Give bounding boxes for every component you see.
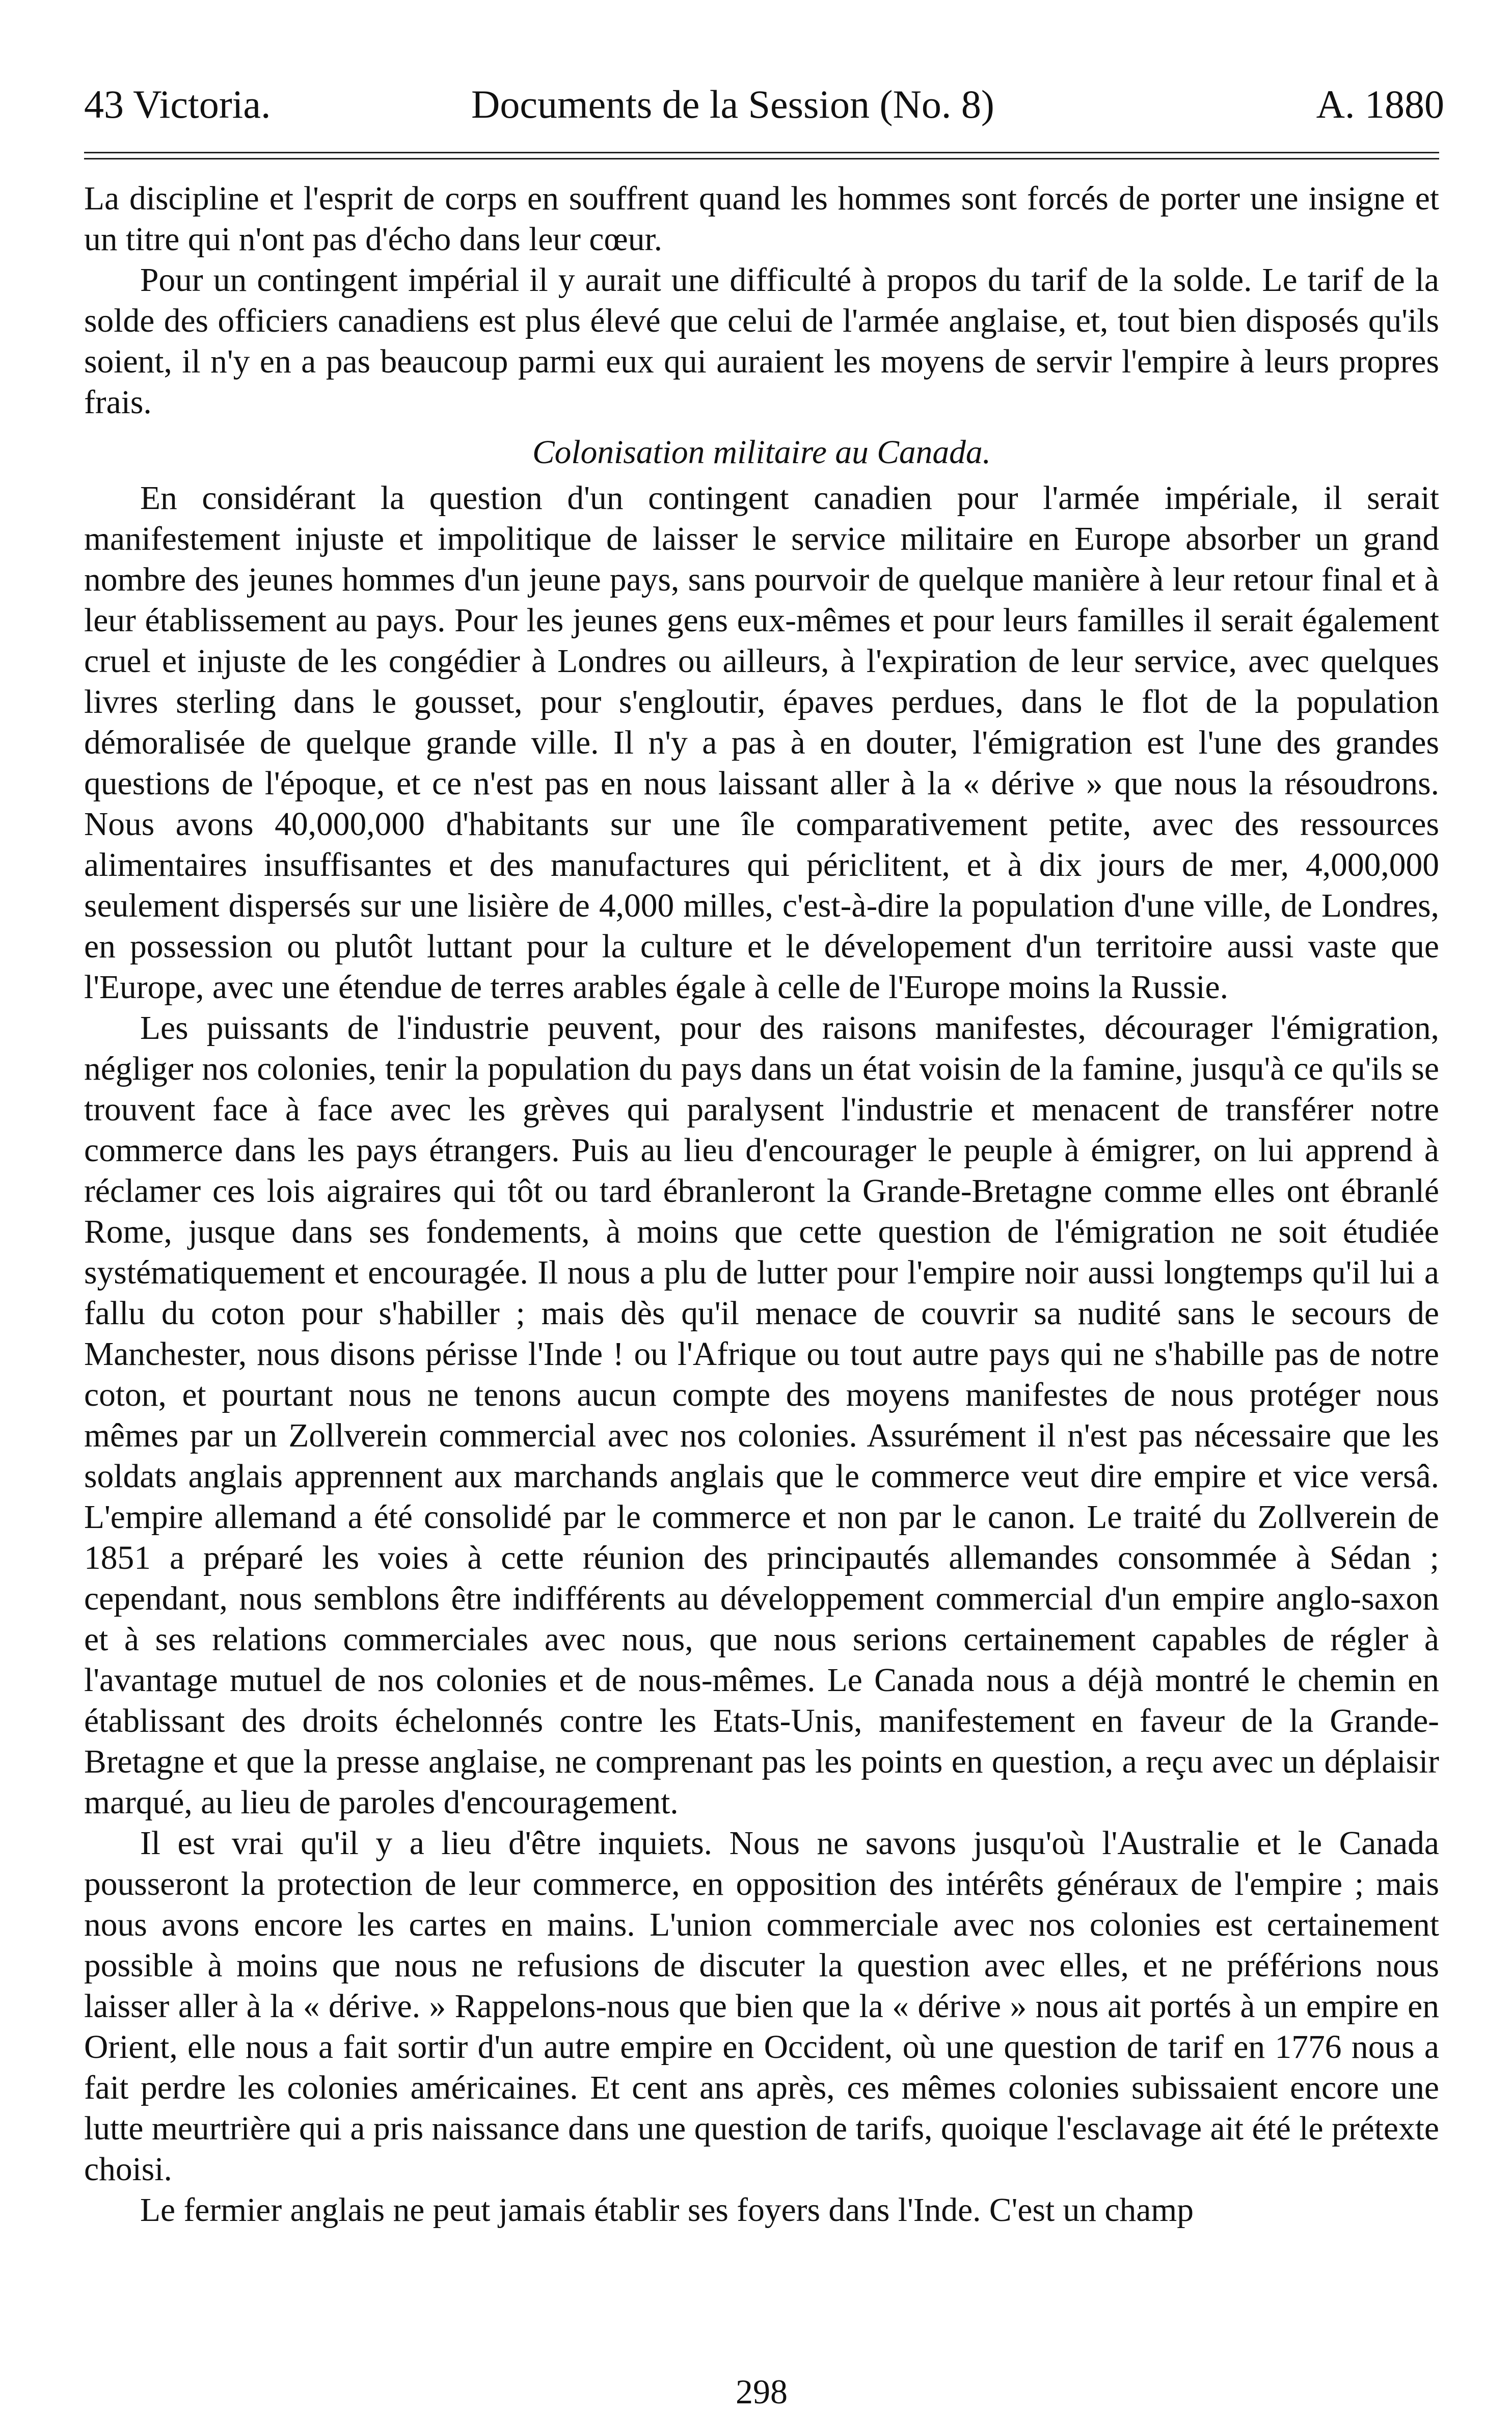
header-right: A. 1880 <box>1316 82 1444 126</box>
paragraph: La discipline et l'esprit de corps en souffrent quand les hommes sont forcés de porter une insigne et un titre qui n'ont pas d'écho dans leur cœur. <box>84 180 1439 258</box>
paragraph: En considérant la question d'un contingent canadien pour l'armée impériale, il serait manifestement injuste et impolitique de laisser le service militaire en Europe absorber un grand nombre des jeunes hommes d'un jeune pays, sans pourvoir de quelque manière à leur retour final et à leur établissement au pays. Pour les jeunes gens eux-mêmes et pour leurs familles il serait également cruel et injuste de les congédier à Londres ou ailleurs, à l'expiration de leur service, avec quelques livres sterling dans le gousset, pour s'engloutir, épaves perdues, dans le flot de la population démoralisée de quelque grande ville. Il n'y a pas à en douter, l'émigration est l'une des grandes questions de l'époque, et ce n'est pas en nous laissant aller à la « dérive » que nous la résoudrons. Nous avons 40,000,000 d'habitants sur une île comparativement petite, avec des ressources alimentaires insuffisantes et des manufactures qui périclitent, et à dix jours de mer, 4,000,000 seulement dispersés sur une lisière de 4,000 milles, c'est-à-dire la population d'une ville, de Londres, en possession ou plutôt luttant pour la culture et le dévelopement d'un territoire aussi vaste que l'Europe, avec une étendue de terres arables égale à celle de l'Europe moins la Russie. <box>84 480 1439 1006</box>
header-rule-bottom <box>84 158 1439 159</box>
paragraph: Il est vrai qu'il y a lieu d'être inquiets. Nous ne savons jusqu'où l'Australie et le Canada pousseront la protection de leur commerce, en opposition des intérêts généraux de l'empire ; mais nous avons encore les cartes en mains. L'union commerciale avec nos colonies est certainement possible à moins que nous ne refusions de discuter la question avec elles, et ne préférions nous laisser aller à la « dérive. » Rappelons-nous que bien que la « dérive » nous ait portés à un empire en Orient, elle nous a fait sortir d'un autre empire en Occident, où une question de tarif en 1776 nous a fait perdre les colonies américaines. Et cent ans après, ces mêmes colonies subissaient encore une lutte meurtrière qui a pris naissance dans une question de tarifs, quoique l'esclavage ait été le prétexte choisi. <box>84 1825 1439 2188</box>
page-number: 298 <box>736 2372 788 2411</box>
paragraph: Pour un contingent impérial il y aurait une difficulté à propos du tarif de la solde. Le tarif de la solde des officiers canadiens est plus élevé que celui de l'armée anglaise, et, tout bien disposés qu'ils soient, il n'y en a pas beaucoup parmi eux qui auraient les moyens de servir l'empire à leurs propres frais. <box>84 262 1439 421</box>
header-center: Documents de la Session (No. 8) <box>471 82 994 126</box>
page-header <box>84 76 1460 132</box>
paragraph: Les puissants de l'industrie peuvent, pour des raisons manifestes, décourager l'émigration, négliger nos colonies, tenir la population du pays dans un état voisin de la famine, jusqu'à ce qu'ils se trouvent face à face avec les grèves qui paralysent l'industrie et menacent de transférer notre commerce dans les pays étrangers. Puis au lieu d'encourager le peuple à émigrer, on lui apprend à réclamer ces lois aigraires qui tôt ou tard ébranleront la Grande-Bretagne comme elles ont ébranlé Rome, jusque dans ses fondements, à moins que cette question de l'émigration ne soit étudiée systématiquement et encouragée. Il nous a plu de lutter pour l'empire noir aussi longtemps qu'il lui a fallu du coton pour s'habiller ; mais dès qu'il menace de couvrir sa nudité sans le secours de Manchester, nous disons périsse l'Inde ! ou l'Afrique ou tout autre pays qui ne s'habille pas de notre coton, et pourtant nous ne tenons aucun compte des moyens manifestes de nous protéger nous mêmes par un Zollverein commercial avec nos colonies. Assurément il n'est pas nécessaire que les soldats anglais apprennent aux marchands anglais que le commerce veut dire empire et vice versâ. L'empire allemand a été consolidé par le commerce et non par le canon. Le traité du Zollverein de 1851 a préparé les voies à cette réunion des principautés allemandes consommée à Sédan ; cependant, nous semblons être indifférents au développement commercial d'un empire anglo-saxon et à ses relations commerciales avec nous, que nous serions certainement capables de régler à l'avantage mutuel de nos colonies et de nous-mêmes. Le Canada nous a déjà montré le chemin en établissant des droits échelonnés contre les Etats-Unis, manifestement en faveur de la Grande-Bretagne et que la presse anglaise, ne comprenant pas les points en question, a reçu avec un déplaisir marqué, au lieu de paroles d'encouragement. <box>84 1010 1439 1821</box>
header-left: 43 Victoria. <box>84 82 271 126</box>
header-rule-top <box>84 152 1439 153</box>
footer-line: Le fermier anglais ne peut jamais établir ses foyers dans l'Inde. C'est un champ <box>140 2192 1194 2229</box>
body-text <box>84 178 1439 2231</box>
document-page <box>84 76 1460 2411</box>
section-title: Colonisation militaire au Canada. <box>532 434 991 471</box>
